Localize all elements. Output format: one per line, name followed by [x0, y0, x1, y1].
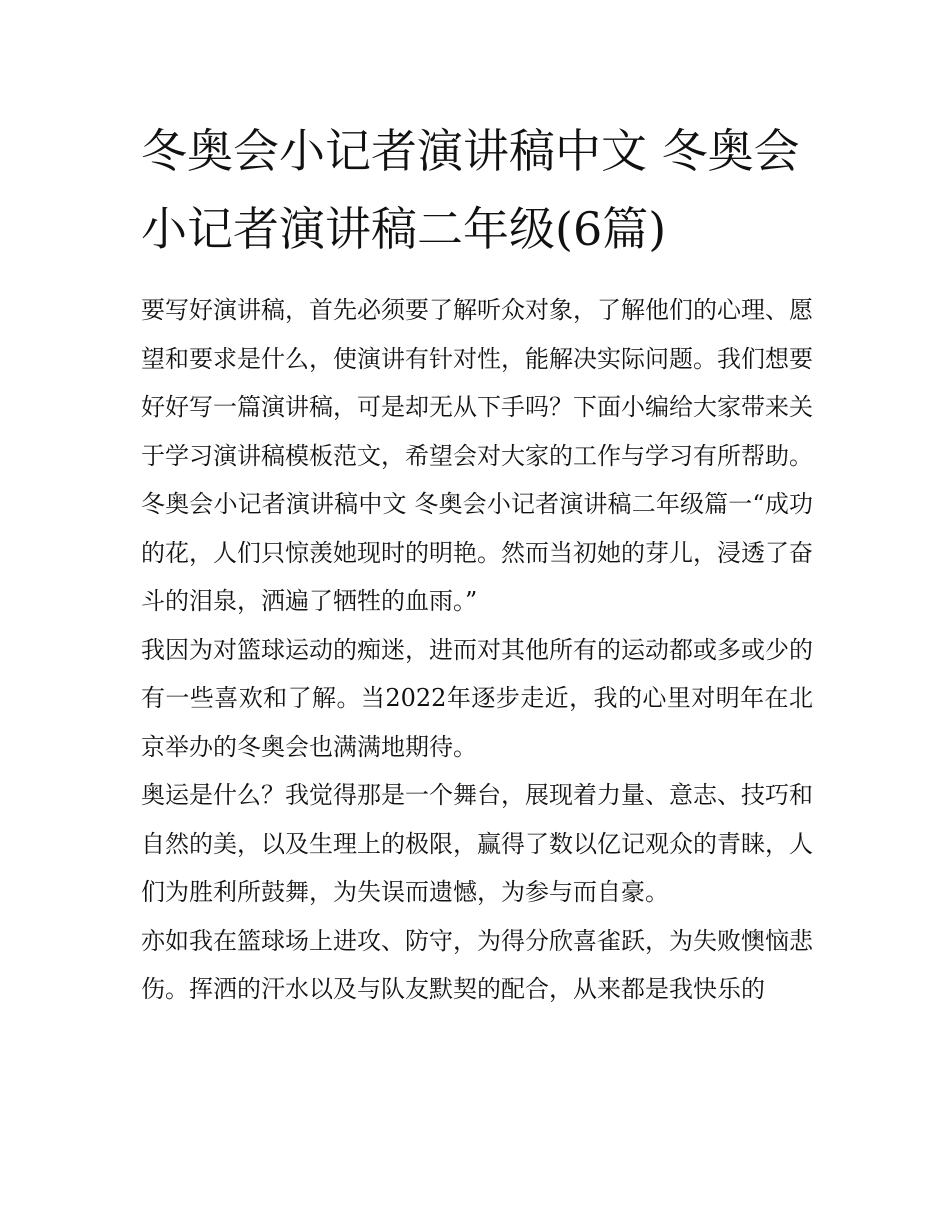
document-page: [141, 112, 813, 1014]
document-body: [141, 286, 813, 1014]
paragraph-intro: 要写好演讲稿，首先必须要了解听众对象，了解他们的心理、愿望和要求是什么，使演讲有针对性，能解决实际问题。我们想要好好写一篇演讲稿，可是却无从下手吗？下面小编给大家带来关于学习演讲稿模板范文，希望会对大家的工作与学习有所帮助。: [141, 296, 813, 470]
document-title: 冬奥会小记者演讲稿中文 冬奥会小记者演讲稿二年级(6篇): [141, 124, 800, 256]
paragraph-quote: 冬奥会小记者演讲稿中文 冬奥会小记者演讲稿二年级篇一“成功的花，人们只惊羡她现时的明艳。然而当初她的芽儿，浸透了奋斗的泪泉，洒遍了牺牲的血雨。”: [141, 490, 813, 615]
paragraph-court: 亦如我在篮球场上进攻、防守，为得分欣喜雀跃，为失败懊恼悲伤。挥洒的汗水以及与队友默契的配合，从来都是我快乐的: [141, 926, 813, 1003]
paragraph-basketball: 我因为对篮球运动的痴迷，进而对其他所有的运动都或多或少的有一些喜欢和了解。当2022年逐步走近，我的心里对明年在北京举办的冬奥会也满满地期待。: [141, 635, 813, 761]
paragraph-olympics: 奥运是什么？我觉得那是一个舞台，展现着力量、意志、技巧和自然的美，以及生理上的极限，赢得了数以亿记观众的青睐，人们为胜利所鼓舞，为失误而遗憾，为参与而自豪。: [141, 781, 813, 906]
